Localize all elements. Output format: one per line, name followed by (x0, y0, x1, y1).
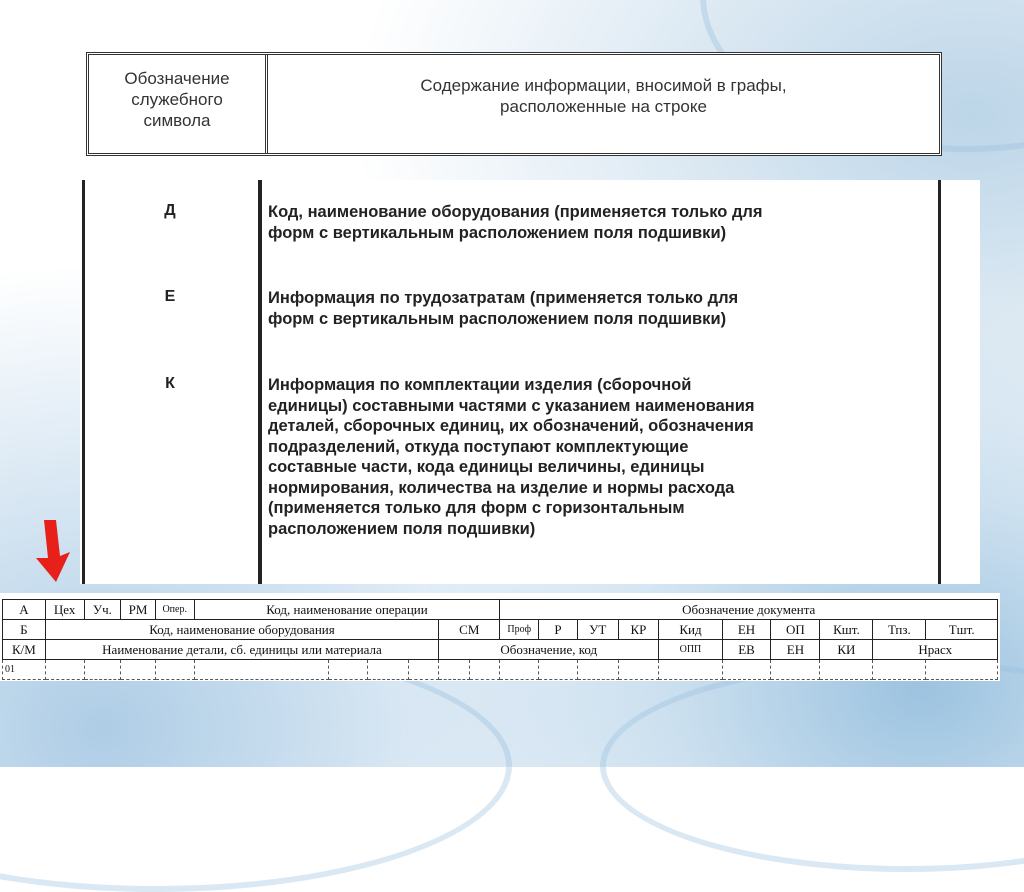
form-cell (926, 660, 998, 680)
form-cell: А (3, 600, 46, 620)
header-col1-line: символа (143, 110, 211, 130)
header-col2-line: расположенные на строке (500, 97, 707, 116)
form-cell: Опер. (155, 600, 194, 620)
form-cell (577, 660, 618, 680)
header-col2-line: Содержание информации, вносимой в графы, (420, 76, 787, 95)
form-row-01 (3, 660, 998, 680)
description-line: расположением поля подшивки) (268, 519, 536, 538)
form-table (2, 599, 998, 680)
form-cell: Проф (500, 620, 539, 640)
row-description (268, 288, 918, 329)
form-cell: СМ (439, 620, 500, 640)
form-cell (45, 660, 84, 680)
form-cell: Р (539, 620, 578, 640)
row-code: К (165, 375, 175, 392)
form-cell: Тпз. (873, 620, 926, 640)
form-cell (722, 660, 771, 680)
form-cell (408, 660, 439, 680)
form-cell: Уч. (84, 600, 121, 620)
form-cell: 01 (3, 660, 46, 680)
form-cell: ЕН (722, 620, 771, 640)
description-line: форм с вертикальным расположением поля подшивки) (268, 309, 727, 328)
form-cell: Кшт. (820, 620, 873, 640)
header-content-column (268, 55, 939, 153)
form-cell (367, 660, 408, 680)
form-cell: Обозначение документа (500, 600, 998, 620)
description-line: единицы) составными частями с указанием наименования (268, 396, 755, 415)
description-line: деталей, сборочных единиц, их обозначений, обозначения (268, 417, 754, 435)
row-description (268, 202, 918, 243)
form-row-km (3, 640, 998, 660)
form-cell: ОП (771, 620, 820, 640)
form-cell: Б (3, 620, 46, 640)
form-cell (500, 660, 539, 680)
form-cell (469, 660, 500, 680)
row-code: Е (164, 288, 176, 305)
form-cell: К/М (3, 640, 46, 660)
form-cell: УТ (577, 620, 618, 640)
header-symbol-column (89, 55, 268, 153)
form-cell: ОПП (659, 640, 722, 660)
form-cell (820, 660, 873, 680)
description-line: форм с вертикальным расположением поля подшивки) (268, 223, 727, 242)
form-cell: Тшт. (926, 620, 998, 640)
symbols-table (80, 180, 980, 584)
header-table (86, 52, 942, 156)
row-code: Д (164, 202, 176, 219)
description-line: нормирования, количества на изделие и нормы расхода (268, 478, 735, 497)
description-line: составные части, кода единицы величины, единицы (268, 458, 705, 476)
form-cell: Кид (659, 620, 722, 640)
form-cell: Наименование детали, сб. единицы или материала (45, 640, 438, 660)
form-cell: Код, наименование операции (194, 600, 500, 620)
form-cell: ЕВ (722, 640, 771, 660)
form-cell (439, 660, 470, 680)
form-cell (618, 660, 659, 680)
route-card-form (0, 593, 1000, 681)
divider (938, 180, 941, 584)
form-cell (539, 660, 578, 680)
form-cell (121, 660, 156, 680)
form-cell: Код, наименование оборудования (45, 620, 438, 640)
form-cell (771, 660, 820, 680)
form-row-b (3, 620, 998, 640)
row-description (268, 375, 918, 539)
form-cell (873, 660, 926, 680)
description-line: (применяется только для форм с горизонтальным (268, 499, 685, 517)
form-cell: КР (618, 620, 659, 640)
description-line: подразделений, откуда поступают комплектующие (268, 437, 689, 456)
form-cell (155, 660, 194, 680)
header-col1-line: служебного (131, 89, 223, 109)
description-line: Информация по комплектации изделия (сборочной (268, 376, 692, 394)
form-cell (329, 660, 368, 680)
form-cell: Обозначение, код (439, 640, 659, 660)
form-cell: КИ (820, 640, 873, 660)
description-line: Информация по трудозатратам (применяется только для (268, 289, 739, 307)
form-cell (659, 660, 722, 680)
form-cell: Цех (45, 600, 84, 620)
form-cell: ЕН (771, 640, 820, 660)
form-cell: РМ (121, 600, 156, 620)
description-line: Код, наименование оборудования (применяется только для (268, 203, 763, 221)
red-arrow-icon (34, 520, 72, 582)
form-cell: Нрасх (873, 640, 998, 660)
form-cell (194, 660, 329, 680)
header-col1-line: Обозначение (124, 68, 230, 88)
form-row-a (3, 600, 998, 620)
form-cell (84, 660, 121, 680)
